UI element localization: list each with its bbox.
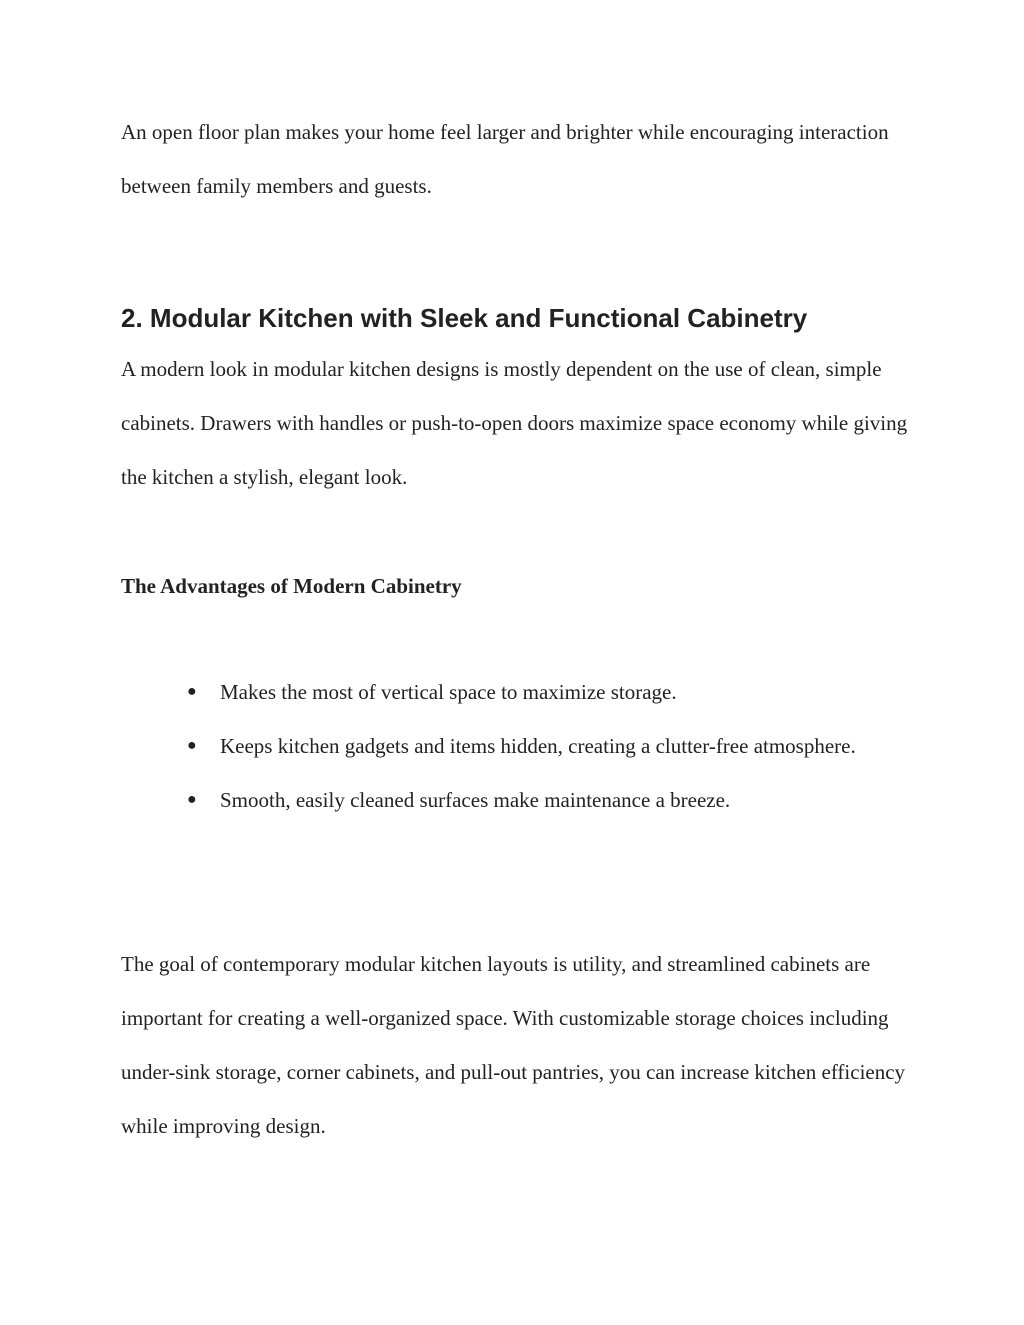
section-heading: 2. Modular Kitchen with Sleek and Functional Cabinetry — [121, 303, 808, 333]
conclusion-paragraph: The goal of contemporary modular kitchen layouts is utility, and streamlined cabinets are important for creating a well-organized space. With customizable storage choices including under-sink storage, corner cabinets, and pull-out pantries, you can increase kitchen efficiency while improving design. — [121, 952, 906, 1138]
bullet-icon: ● — [187, 683, 197, 700]
list-item — [187, 719, 877, 773]
subsection-heading: The Advantages of Modern Cabinetry — [121, 574, 462, 598]
intro-paragraph: An open floor plan makes your home feel larger and brighter while encouraging interaction between family members and guests. — [121, 120, 889, 198]
list-item — [187, 773, 877, 827]
section-paragraph: A modern look in modular kitchen designs is mostly dependent on the use of clean, simple cabinets. Drawers with handles or push-to-open doors maximize space economy while giving the kitchen a stylish, elegant look. — [121, 357, 908, 489]
advantages-list — [187, 665, 877, 827]
bullet-icon: ● — [187, 737, 197, 754]
list-item — [187, 665, 877, 719]
bullet-icon: ● — [187, 791, 197, 808]
list-item-text: Makes the most of vertical space to maximize storage. — [220, 680, 677, 704]
list-item-text: Keeps kitchen gadgets and items hidden, creating a clutter-free atmosphere. — [220, 734, 856, 758]
list-item-text: Smooth, easily cleaned surfaces make maintenance a breeze. — [220, 788, 731, 812]
